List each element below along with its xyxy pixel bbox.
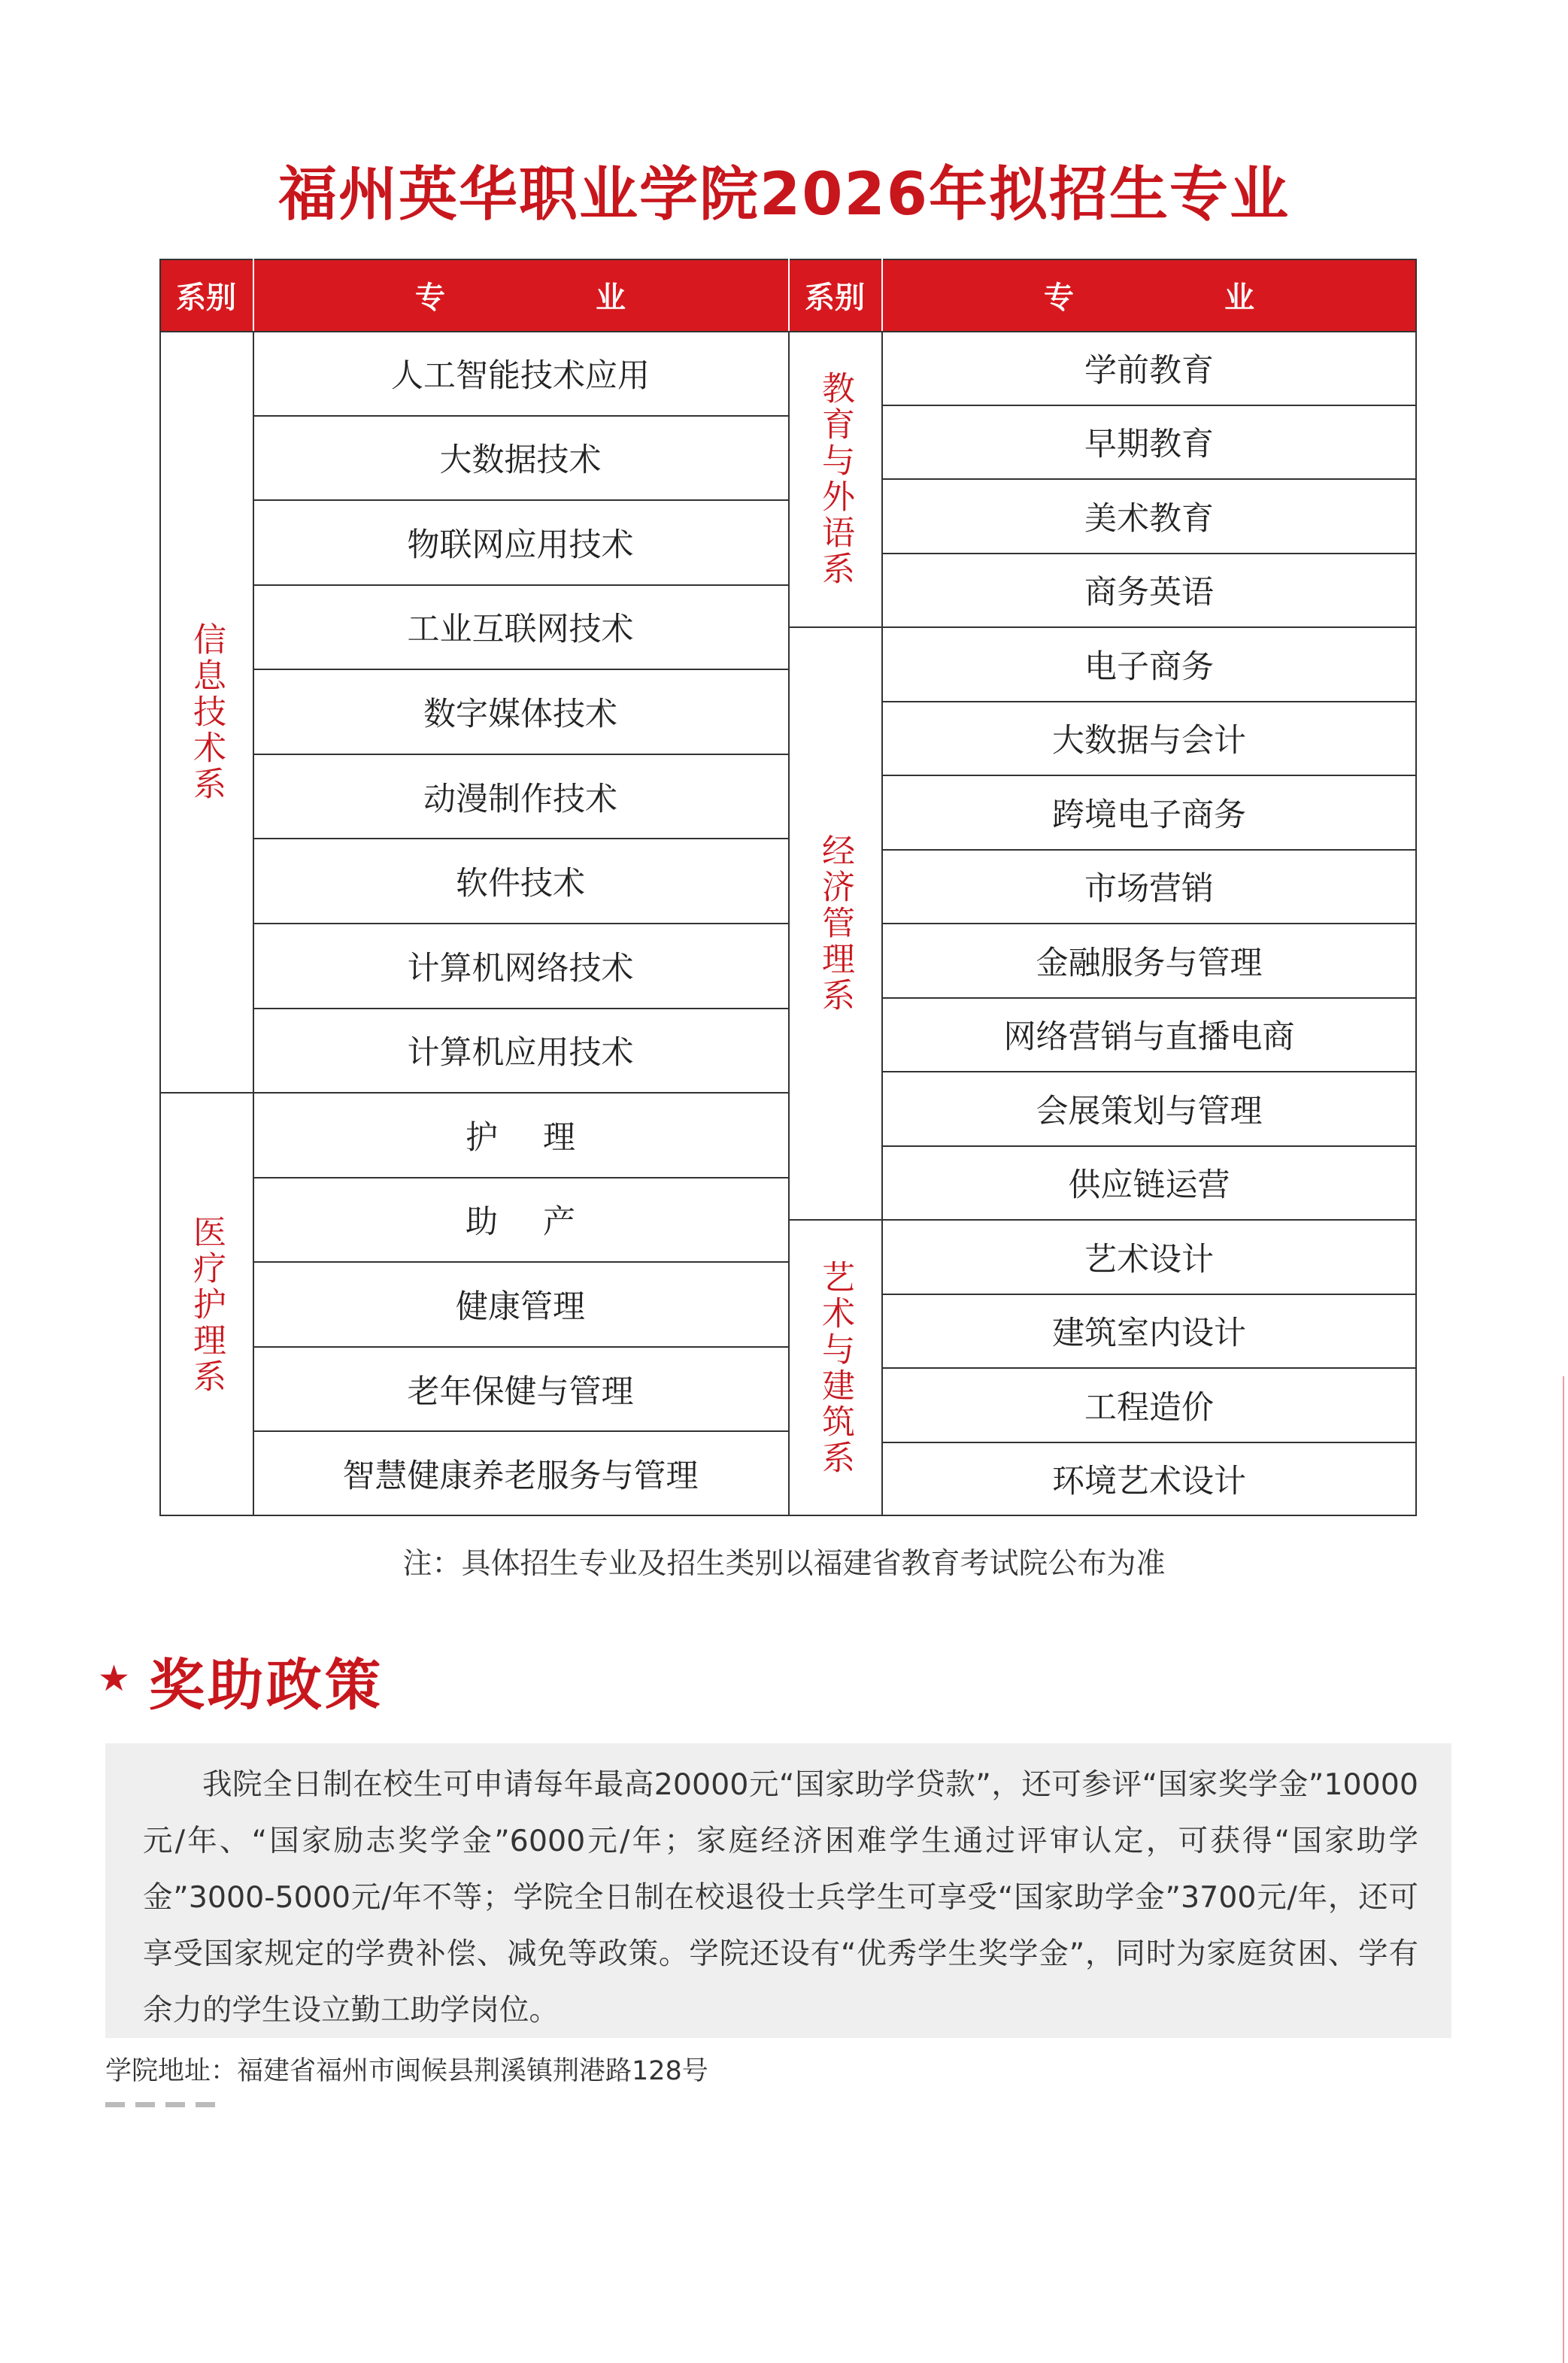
row-divider <box>881 1442 1417 1443</box>
row-divider <box>253 499 788 501</box>
row-divider <box>253 838 788 839</box>
page-title: 福州英华职业学院2026年拟招生专业 <box>278 161 1290 229</box>
major-cell-label: 学前教育 <box>1084 351 1214 390</box>
major-cell <box>881 627 1417 702</box>
department-cell <box>788 331 881 627</box>
header-separator <box>881 259 883 331</box>
row-divider <box>253 1008 788 1009</box>
major-cell <box>253 1178 788 1263</box>
major-cell-label: 智慧健康养老服务与管理 <box>342 1458 699 1496</box>
major-cell-label: 建筑室内设计 <box>1052 1315 1246 1353</box>
major-cell-label: 商务英语 <box>1084 574 1214 612</box>
row-divider <box>881 553 1417 554</box>
major-cell-label: 人工智能技术应用 <box>391 356 650 395</box>
row-divider <box>881 1071 1417 1072</box>
row-divider <box>253 669 788 670</box>
row-divider <box>881 405 1417 406</box>
row-divider <box>881 775 1417 776</box>
row-divider <box>881 923 1417 924</box>
majors-table <box>159 259 1417 1516</box>
major-cell-label: 网络营销与直播电商 <box>1003 1018 1295 1057</box>
major-cell <box>881 479 1417 554</box>
row-divider <box>881 1294 1417 1295</box>
major-cell <box>253 1009 788 1094</box>
major-cell-label: 金融服务与管理 <box>1036 944 1263 982</box>
major-cell-label: 健康管理 <box>456 1288 585 1327</box>
header-cell <box>159 259 253 331</box>
major-cell <box>881 1072 1417 1146</box>
major-cell <box>881 998 1417 1072</box>
header-separator <box>788 259 790 331</box>
major-cell <box>881 554 1417 628</box>
major-cell <box>881 775 1417 850</box>
row-divider <box>881 478 1417 480</box>
major-cell-label: 软件技术 <box>456 865 585 903</box>
row-divider <box>253 754 788 755</box>
policy-box <box>105 1743 1451 2038</box>
major-cell-label: 艺术设计 <box>1084 1240 1214 1279</box>
department-cell <box>788 1220 881 1516</box>
major-cell-label: 助产 <box>466 1203 620 1242</box>
department-cell <box>159 1093 253 1516</box>
department-cell-label: 艺术与建筑系 <box>816 1260 854 1476</box>
department-cell-label: 经济管理系 <box>816 833 854 1014</box>
star-icon: ★ <box>98 1658 131 1700</box>
header-cell-label: 专 业 <box>1044 280 1315 315</box>
major-cell-label: 护理 <box>466 1118 620 1157</box>
major-cell-label: 数字媒体技术 <box>423 696 617 734</box>
major-cell-label: 工业互联网技术 <box>407 611 634 649</box>
major-cell-label: 早期教育 <box>1084 426 1214 464</box>
header-cell <box>881 259 1417 331</box>
column-divider <box>159 259 161 1516</box>
column-divider <box>881 259 883 1516</box>
major-cell <box>253 1262 788 1347</box>
major-cell <box>881 702 1417 776</box>
header-cell <box>253 259 788 331</box>
department-cell <box>788 627 881 1220</box>
major-cell <box>253 416 788 501</box>
row-divider <box>253 1177 788 1178</box>
major-cell <box>253 839 788 924</box>
row-divider <box>881 1145 1417 1147</box>
department-cell <box>159 331 253 1093</box>
header-cell-label: 系别 <box>805 280 865 315</box>
section-title: 奖助政策 <box>149 1653 384 1718</box>
major-cell-label: 会展策划与管理 <box>1036 1092 1263 1130</box>
table-note: 注：具体招生专业及招生类别以福建省教育考试院公布为准 <box>402 1547 1166 1581</box>
major-cell <box>881 1220 1417 1294</box>
major-cell <box>253 1093 788 1178</box>
policy-text: 我院全日制在校生可申请每年最高20000元“国家助学贷款”，还可参评“国家奖学金”10000元/年、“国家励志奖学金”6000元/年；家庭经济困难学生通过评审认定，可获得“国家助学金”3000-5000元/年不等；学院全日制在校退役士兵学生可享受“国家助学金”3700元/年，还可享受国家规定的学费补偿、减免等政策。学院还设有“优秀学生奖学金”，同时为家庭贫困、学有余力的学生设立勤工助学岗位。 <box>143 1767 1418 2028</box>
edge-decoration <box>1563 1376 1564 2363</box>
major-cell <box>881 1294 1417 1369</box>
major-cell-label: 老年保健与管理 <box>407 1373 634 1411</box>
major-cell <box>881 850 1417 924</box>
major-cell-label: 供应链运营 <box>1068 1166 1230 1205</box>
department-cell-label: 医疗护理系 <box>187 1214 226 1395</box>
row-divider <box>253 1346 788 1348</box>
major-cell-label: 大数据与会计 <box>1052 722 1246 760</box>
major-cell-label: 美术教育 <box>1084 499 1214 538</box>
row-divider <box>881 1367 1417 1369</box>
major-cell <box>881 1146 1417 1221</box>
major-cell-label: 计算机网络技术 <box>407 949 634 987</box>
column-divider <box>1415 259 1417 1516</box>
major-cell <box>253 585 788 670</box>
major-cell-label: 电子商务 <box>1084 648 1214 686</box>
major-cell <box>253 500 788 585</box>
major-cell-label: 动漫制作技术 <box>423 780 617 818</box>
cutoff-line <box>105 2097 256 2107</box>
major-cell <box>253 924 788 1009</box>
row-divider <box>253 1430 788 1432</box>
row-divider <box>881 849 1417 851</box>
header-separator <box>253 259 254 331</box>
major-cell-label: 物联网应用技术 <box>407 526 634 564</box>
department-cell-label: 教育与外语系 <box>816 371 854 587</box>
major-cell <box>881 924 1417 998</box>
major-cell <box>253 1431 788 1516</box>
major-cell <box>881 1442 1417 1517</box>
major-cell <box>253 1347 788 1432</box>
major-cell <box>881 331 1417 405</box>
school-address: 学院地址：福建省福州市闽候县荆溪镇荆港路128号 <box>105 2056 708 2086</box>
department-cell-label: 信息技术系 <box>187 621 226 802</box>
major-cell-label: 市场营销 <box>1084 870 1214 908</box>
header-cell <box>788 259 881 331</box>
major-cell-label: 跨境电子商务 <box>1052 796 1246 834</box>
major-cell-label: 计算机应用技术 <box>407 1034 634 1072</box>
column-divider <box>253 259 254 1516</box>
major-cell <box>881 405 1417 480</box>
row-divider <box>253 1261 788 1263</box>
row-divider <box>253 923 788 924</box>
row-divider <box>881 997 1417 999</box>
major-cell <box>253 331 788 416</box>
major-cell <box>253 754 788 839</box>
row-divider <box>253 415 788 417</box>
header-cell-label: 专 业 <box>415 280 686 315</box>
row-divider <box>253 584 788 586</box>
major-cell <box>881 1368 1417 1442</box>
row-divider <box>881 701 1417 702</box>
major-cell-label: 环境艺术设计 <box>1052 1463 1246 1501</box>
major-cell-label: 大数据技术 <box>439 441 602 480</box>
column-divider <box>788 259 790 1516</box>
major-cell <box>253 669 788 754</box>
major-cell-label: 工程造价 <box>1084 1388 1214 1427</box>
header-cell-label: 系别 <box>176 280 236 315</box>
